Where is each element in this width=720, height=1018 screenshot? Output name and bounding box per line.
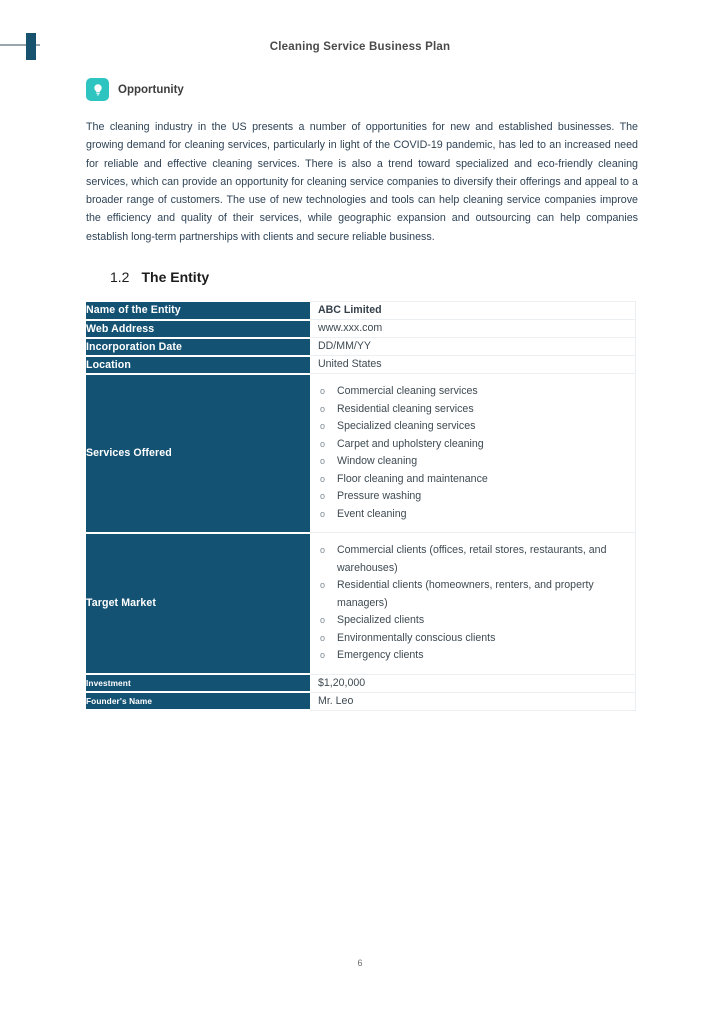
- table-row-value: United States: [318, 356, 636, 374]
- list-item: o Residential clients (homeowners, renters, and property managers): [318, 577, 635, 612]
- table-row-label: Target Market: [86, 533, 310, 675]
- table-column-gap: [310, 356, 318, 374]
- table-column-gap: [310, 674, 318, 692]
- table-row-value: www.xxx.com: [318, 320, 636, 338]
- table-row-label: Incorporation Date: [86, 338, 310, 356]
- list-item: o Window cleaning: [318, 453, 635, 471]
- table-row: [86, 356, 636, 374]
- page-header-title: Cleaning Service Business Plan: [269, 41, 451, 53]
- table-row: [86, 338, 636, 356]
- table-row-value: DD/MM/YY: [318, 338, 636, 356]
- opportunity-callout: [86, 78, 638, 101]
- table-row-label: Name of the Entity: [86, 302, 310, 320]
- entity-table: [86, 301, 636, 711]
- table-row: [86, 320, 636, 338]
- table-row-label: Investment: [86, 674, 310, 692]
- table-row-value: ABC Limited: [318, 302, 636, 320]
- table-column-gap: [310, 692, 318, 710]
- section-title: The Entity: [141, 269, 210, 286]
- table-row-value: [318, 374, 636, 533]
- table-row-value: $1,20,000: [318, 674, 636, 692]
- table-column-gap: [310, 533, 318, 675]
- table-row: [86, 374, 636, 533]
- lightbulb-icon: [86, 78, 109, 101]
- table-row: [86, 302, 636, 320]
- opportunity-title: Opportunity: [118, 83, 184, 96]
- list-item: o Event cleaning: [318, 506, 635, 524]
- list-item: o Pressure washing: [318, 488, 635, 506]
- table-column-gap: [310, 320, 318, 338]
- entity-table-body: [86, 302, 636, 711]
- list-item: o Emergency clients: [318, 647, 635, 665]
- list-item: o Carpet and upholstery cleaning: [318, 436, 635, 454]
- list-item: o Residential cleaning services: [318, 401, 635, 419]
- table-bullet-list: [318, 383, 635, 523]
- opportunity-paragraph: The cleaning industry in the US presents a number of opportunities for new and established businesses. The growing demand for cleaning services, particularly in light of the COVID-19 pandemic, has led to an increased need for reliable and effective cleaning services. There is also a trend toward specialized and eco-friendly cleaning services, which can provide an opportunity for cleaning service companies to diversify their offerings and appeal to a broader range of customers. The use of new technologies and tools can help cleaning service companies improve the efficiency and quality of their services, while geographic expansion and outsourcing can help companies establish long-term partnerships with clients and secure reliable business.: [86, 121, 638, 243]
- table-row-label: Founder's Name: [86, 692, 310, 710]
- table-column-gap: [310, 338, 318, 356]
- list-item: o Specialized cleaning services: [318, 418, 635, 436]
- section-number: 1.2: [110, 269, 130, 286]
- table-row-value: [318, 533, 636, 675]
- table-row-label: Services Offered: [86, 374, 310, 533]
- table-row: [86, 692, 636, 710]
- table-row-label: Web Address: [86, 320, 310, 338]
- page-number: 6: [357, 958, 363, 968]
- page-content: [86, 78, 638, 711]
- table-column-gap: [310, 302, 318, 320]
- list-item: o Environmentally conscious clients: [318, 630, 635, 648]
- list-item: o Commercial clients (offices, retail stores, restaurants, and warehouses): [318, 542, 635, 577]
- list-item: o Specialized clients: [318, 612, 635, 630]
- table-row-value: Mr. Leo: [318, 692, 636, 710]
- list-item: o Commercial cleaning services: [318, 383, 635, 401]
- section-heading: [110, 269, 638, 285]
- list-item: o Floor cleaning and maintenance: [318, 471, 635, 489]
- table-bullet-list: [318, 542, 635, 665]
- table-row: [86, 674, 636, 692]
- table-column-gap: [310, 374, 318, 533]
- table-row: [86, 533, 636, 675]
- table-row-label: Location: [86, 356, 310, 374]
